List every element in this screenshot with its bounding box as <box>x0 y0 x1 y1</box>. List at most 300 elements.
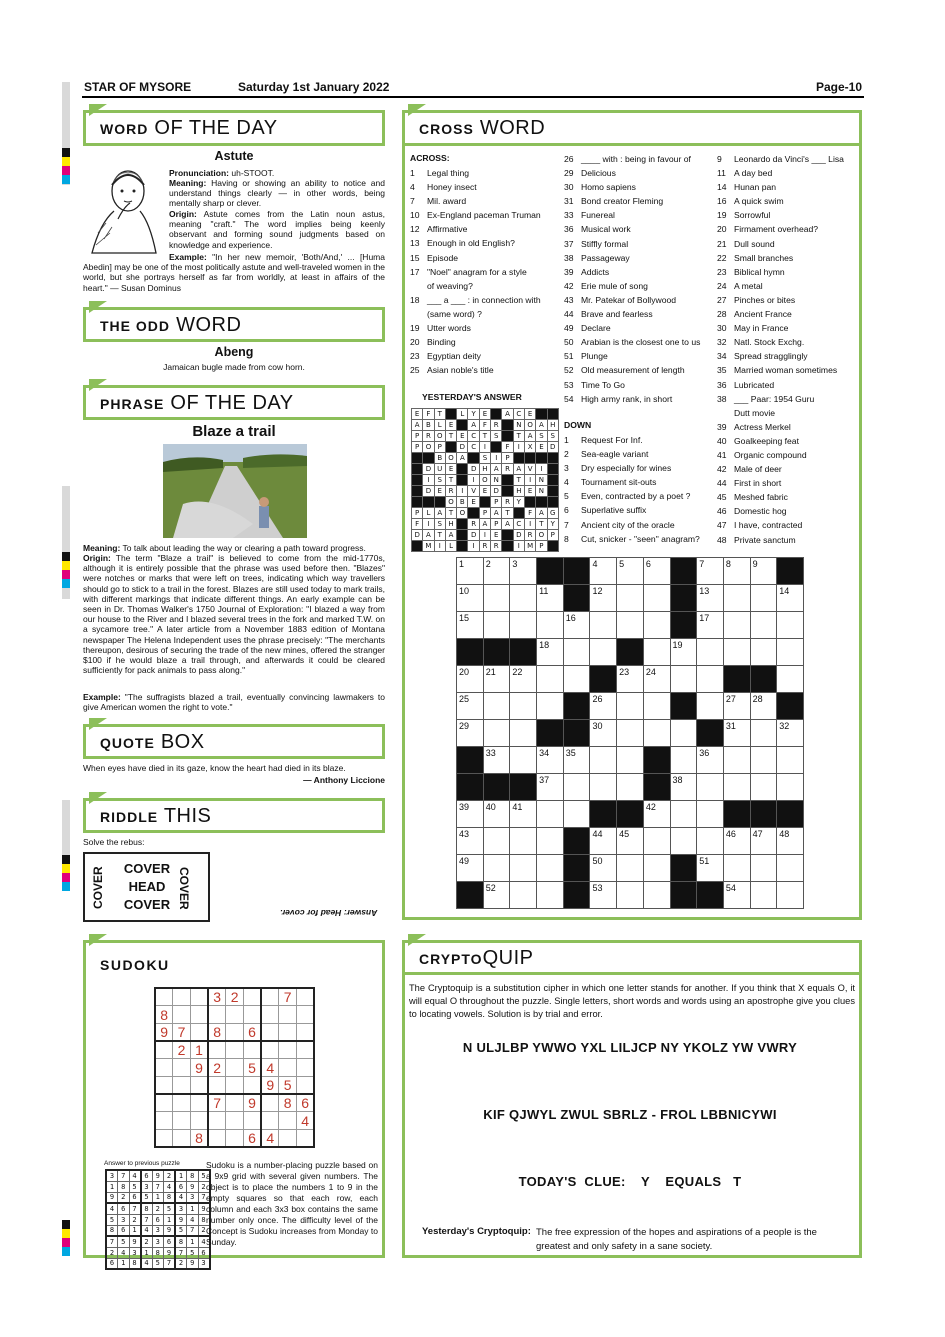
sudoku-cell[interactable] <box>261 1006 279 1024</box>
grid-cell[interactable] <box>537 801 564 828</box>
sudoku-cell[interactable] <box>297 1076 315 1094</box>
grid-cell[interactable] <box>617 585 644 612</box>
sudoku-cell[interactable] <box>297 1006 315 1024</box>
grid-cell[interactable]: 25 <box>457 693 484 720</box>
grid-cell[interactable] <box>510 747 537 774</box>
sudoku-cell[interactable]: 8 <box>208 1023 226 1041</box>
grid-cell[interactable] <box>483 693 510 720</box>
sudoku-cell[interactable] <box>261 1041 279 1059</box>
sudoku-cell[interactable] <box>155 1094 173 1112</box>
grid-cell[interactable]: 4 <box>590 558 617 585</box>
grid-cell[interactable]: 27 <box>723 693 750 720</box>
grid-cell[interactable] <box>723 747 750 774</box>
grid-cell[interactable] <box>510 585 537 612</box>
sudoku-cell[interactable] <box>297 1041 315 1059</box>
clue <box>564 447 714 461</box>
sudoku-cell[interactable] <box>243 1112 261 1130</box>
clue-number: 43 <box>564 294 574 305</box>
sudoku-cell[interactable] <box>173 1112 191 1130</box>
sudoku-cell[interactable]: 6 <box>243 1130 261 1148</box>
grid-cell[interactable] <box>777 774 804 801</box>
sudoku-cell[interactable]: 4 <box>261 1130 279 1148</box>
grid-cell[interactable] <box>563 639 590 666</box>
grid-cell[interactable] <box>510 855 537 882</box>
clue <box>717 406 857 420</box>
grid-cell[interactable]: 24 <box>643 666 670 693</box>
answer-cell: D <box>468 530 479 541</box>
clue-text: of weaving? <box>427 280 473 291</box>
sudoku-cell[interactable]: 7 <box>208 1094 226 1112</box>
grid-cell[interactable] <box>723 774 750 801</box>
grid-cell[interactable] <box>537 882 564 909</box>
grid-cell[interactable] <box>777 747 804 774</box>
answer-cell: D <box>513 530 524 541</box>
sudoku-cell[interactable] <box>190 988 208 1006</box>
grid-cell[interactable]: 19 <box>670 639 697 666</box>
grid-cell[interactable] <box>750 612 777 639</box>
sudoku-cell[interactable]: 2 <box>208 1059 226 1077</box>
grid-cell[interactable]: 46 <box>723 828 750 855</box>
grid-cell[interactable] <box>537 666 564 693</box>
quote-header: QUOTE BOX <box>83 724 385 759</box>
clue-number: 26 <box>564 154 574 164</box>
sudoku-cell[interactable]: 9 <box>261 1076 279 1094</box>
answer-cell: 4 <box>198 1236 210 1247</box>
grid-cell[interactable]: 48 <box>777 828 804 855</box>
crossword-grid[interactable] <box>456 557 804 909</box>
answer-cell: N <box>513 420 524 431</box>
grid-cell[interactable] <box>643 855 670 882</box>
grid-cell[interactable] <box>643 720 670 747</box>
grid-cell[interactable]: 50 <box>590 855 617 882</box>
grid-cell[interactable]: 44 <box>590 828 617 855</box>
grid-cell[interactable] <box>617 612 644 639</box>
grid-cell[interactable] <box>670 828 697 855</box>
grid-cell[interactable] <box>483 720 510 747</box>
grid-cell[interactable] <box>670 666 697 693</box>
down-clues-col2 <box>717 152 857 547</box>
grid-cell[interactable]: 30 <box>590 720 617 747</box>
clue-text: Mr. Patekar of Bollywood <box>581 294 677 305</box>
grid-cell[interactable] <box>590 612 617 639</box>
answer-cell: P <box>412 431 423 442</box>
clue-text: Private sanctum <box>734 534 796 545</box>
grid-cell[interactable]: 38 <box>670 774 697 801</box>
grid-cell[interactable] <box>750 585 777 612</box>
clue-text: Honey insect <box>427 182 477 193</box>
sudoku-cell[interactable] <box>279 1130 297 1148</box>
clue <box>410 363 560 377</box>
grid-cell[interactable]: 14 <box>777 585 804 612</box>
grid-cell[interactable] <box>697 666 724 693</box>
grid-cell[interactable] <box>777 612 804 639</box>
clue-text: Cut, snicker - "seen" anagram? <box>581 533 700 544</box>
grid-cell[interactable]: 53 <box>590 882 617 909</box>
sudoku-cell[interactable] <box>190 1006 208 1024</box>
sudoku-cell[interactable] <box>226 1041 244 1059</box>
clue <box>564 265 714 279</box>
grid-cell[interactable] <box>643 639 670 666</box>
grid-cell[interactable] <box>590 747 617 774</box>
answer-cell: P <box>547 530 558 541</box>
clue-number: 39 <box>717 421 727 432</box>
clue <box>564 152 714 166</box>
grid-cell[interactable]: 47 <box>750 828 777 855</box>
clue-text: Musical work <box>581 224 631 235</box>
answer-cell: T <box>502 508 513 519</box>
grid-cell[interactable]: 39 <box>457 801 484 828</box>
answer-cell: E <box>479 486 490 497</box>
answer-cell: 2 <box>164 1170 176 1181</box>
grid-cell[interactable] <box>590 774 617 801</box>
grid-cell[interactable] <box>510 720 537 747</box>
sudoku-cell[interactable] <box>155 1076 173 1094</box>
sudoku-cell[interactable] <box>155 988 173 1006</box>
grid-cell[interactable]: 40 <box>483 801 510 828</box>
sudoku-cell[interactable] <box>173 1076 191 1094</box>
sudoku-cell[interactable] <box>173 1094 191 1112</box>
clue-number: 38 <box>564 252 574 263</box>
answer-cell: R <box>423 431 434 442</box>
phrase-header: PHRASE OF THE DAY <box>83 385 385 420</box>
sudoku-cell[interactable] <box>155 1130 173 1148</box>
grid-cell[interactable] <box>537 612 564 639</box>
grid-cell[interactable] <box>750 882 777 909</box>
cryptoquip-panel: CRYPTOQUIP <box>402 940 862 1258</box>
grid-cell[interactable] <box>670 801 697 828</box>
clue <box>564 180 714 194</box>
sudoku-cell[interactable] <box>173 1006 191 1024</box>
word-pronunciation: Pronunciation: uh-STOOT. <box>169 168 275 178</box>
grid-cell[interactable] <box>777 639 804 666</box>
sudoku-cell[interactable] <box>297 1059 315 1077</box>
grid-cell[interactable] <box>537 693 564 720</box>
grid-cell[interactable]: 36 <box>697 747 724 774</box>
clue <box>410 321 560 335</box>
grid-cell[interactable]: 10 <box>457 585 484 612</box>
clue-number: 47 <box>717 520 727 531</box>
grid-cell[interactable]: 15 <box>457 612 484 639</box>
grid-cell[interactable]: 33 <box>483 747 510 774</box>
grid-cell[interactable] <box>670 720 697 747</box>
sudoku-grid[interactable] <box>154 987 315 1148</box>
sudoku-cell[interactable]: 7 <box>279 988 297 1006</box>
grid-cell[interactable] <box>617 720 644 747</box>
grid-cell[interactable]: 29 <box>457 720 484 747</box>
grid-cell[interactable] <box>537 855 564 882</box>
clue-text: Sea-eagle variant <box>581 449 649 460</box>
sudoku-cell[interactable] <box>190 1076 208 1094</box>
sudoku-cell[interactable]: 5 <box>243 1059 261 1077</box>
grid-cell[interactable] <box>750 639 777 666</box>
grid-cell[interactable]: 26 <box>590 693 617 720</box>
answer-cell: R <box>479 541 490 552</box>
grid-cell[interactable] <box>723 585 750 612</box>
sudoku-cell[interactable] <box>226 1112 244 1130</box>
grid-cell[interactable]: 12 <box>590 585 617 612</box>
sudoku-cell[interactable] <box>226 1023 244 1041</box>
grid-cell[interactable]: 35 <box>563 747 590 774</box>
black-square <box>547 486 558 497</box>
grid-cell[interactable] <box>563 801 590 828</box>
answer-cell: E <box>468 497 479 508</box>
clue-text: ___ a ___ : in connection with <box>427 294 541 305</box>
grid-cell[interactable]: 17 <box>697 612 724 639</box>
sudoku-cell[interactable] <box>208 1041 226 1059</box>
grid-cell[interactable]: 8 <box>723 558 750 585</box>
grid-cell[interactable] <box>510 828 537 855</box>
grid-cell[interactable] <box>670 747 697 774</box>
sudoku-cell[interactable] <box>261 1094 279 1112</box>
clue-text: Goalkeeping feat <box>734 435 799 446</box>
grid-cell[interactable] <box>643 612 670 639</box>
answer-cell: S <box>434 475 445 486</box>
clue-number: 29 <box>564 168 574 179</box>
grid-cell[interactable] <box>750 720 777 747</box>
sudoku-cell[interactable] <box>243 1006 261 1024</box>
answer-cell: N <box>536 475 547 486</box>
sudoku-cell[interactable] <box>226 1006 244 1024</box>
sudoku-cell[interactable]: 9 <box>243 1094 261 1112</box>
clue-text: Funereal <box>581 210 615 221</box>
sudoku-cell[interactable] <box>297 1130 315 1148</box>
sudoku-cell[interactable]: 5 <box>279 1076 297 1094</box>
answer-cell: 2 <box>198 1225 210 1236</box>
clue <box>717 194 857 208</box>
sudoku-cell[interactable] <box>243 988 261 1006</box>
answer-cell: V <box>524 464 535 475</box>
sudoku-cell[interactable] <box>279 1023 297 1041</box>
grid-cell[interactable] <box>777 855 804 882</box>
answer-cell: 5 <box>175 1225 187 1236</box>
grid-cell[interactable] <box>723 855 750 882</box>
clue <box>717 504 857 518</box>
clue-number: 5 <box>564 491 569 502</box>
grid-cell[interactable]: 32 <box>777 720 804 747</box>
black-square <box>513 508 524 519</box>
black-square <box>457 530 468 541</box>
black-square <box>457 882 484 909</box>
sudoku-cell[interactable]: 8 <box>190 1130 208 1148</box>
sudoku-cell[interactable] <box>208 1112 226 1130</box>
answer-cell: L <box>434 420 445 431</box>
answer-cell: A <box>536 420 547 431</box>
grid-cell[interactable]: 20 <box>457 666 484 693</box>
page-number: Page-10 <box>815 80 862 94</box>
grid-cell[interactable]: 22 <box>510 666 537 693</box>
black-square <box>502 475 513 486</box>
sudoku-cell[interactable]: 2 <box>173 1041 191 1059</box>
sudoku-cell[interactable] <box>226 1076 244 1094</box>
grid-cell[interactable] <box>563 774 590 801</box>
grid-cell[interactable]: 11 <box>537 585 564 612</box>
grid-cell[interactable]: 45 <box>617 828 644 855</box>
grid-cell[interactable]: 6 <box>643 558 670 585</box>
grid-cell[interactable] <box>777 882 804 909</box>
clue <box>717 420 857 434</box>
sudoku-cell[interactable]: 4 <box>297 1112 315 1130</box>
sudoku-cell[interactable]: 1 <box>190 1041 208 1059</box>
grid-cell[interactable] <box>643 693 670 720</box>
rebus-box: COVER COVER HEAD COVER COVER <box>83 852 210 922</box>
sudoku-cell[interactable] <box>226 1059 244 1077</box>
sudoku-cell[interactable]: 7 <box>173 1023 191 1041</box>
grid-cell[interactable] <box>617 855 644 882</box>
grid-cell[interactable]: 41 <box>510 801 537 828</box>
grid-cell[interactable]: 3 <box>510 558 537 585</box>
grid-cell[interactable]: 34 <box>537 747 564 774</box>
grid-cell[interactable] <box>483 585 510 612</box>
page-header <box>82 78 864 98</box>
grid-cell[interactable]: 42 <box>643 801 670 828</box>
grid-cell[interactable] <box>777 666 804 693</box>
clue-number: 4 <box>410 182 415 193</box>
black-square <box>457 420 468 431</box>
clue-number: 44 <box>717 478 727 489</box>
grid-cell[interactable]: 51 <box>697 855 724 882</box>
sudoku-cell[interactable]: 9 <box>190 1059 208 1077</box>
grid-cell[interactable] <box>537 828 564 855</box>
grid-cell[interactable]: 28 <box>750 693 777 720</box>
sudoku-cell[interactable]: 6 <box>297 1094 315 1112</box>
sudoku-cell[interactable]: 8 <box>279 1094 297 1112</box>
phrase-title: Blaze a trail <box>192 423 276 440</box>
grid-cell[interactable] <box>750 774 777 801</box>
sudoku-cell[interactable] <box>173 1059 191 1077</box>
grid-cell[interactable] <box>723 639 750 666</box>
sudoku-cell[interactable] <box>190 1112 208 1130</box>
sudoku-cell[interactable]: 3 <box>208 988 226 1006</box>
grid-cell[interactable]: 7 <box>697 558 724 585</box>
grid-cell[interactable] <box>483 612 510 639</box>
grid-cell[interactable]: 2 <box>483 558 510 585</box>
clue-text: Superlative suffix <box>581 505 647 516</box>
clue-number: 25 <box>410 365 420 376</box>
grid-cell[interactable]: 43 <box>457 828 484 855</box>
grid-cell[interactable]: 21 <box>483 666 510 693</box>
grid-cell[interactable]: 9 <box>750 558 777 585</box>
grid-cell[interactable]: 1 <box>457 558 484 585</box>
answer-cell: Y <box>468 409 479 420</box>
sudoku-cell[interactable] <box>279 1041 297 1059</box>
sudoku-cell[interactable] <box>279 1112 297 1130</box>
grid-cell[interactable] <box>563 666 590 693</box>
grid-cell[interactable] <box>510 693 537 720</box>
sudoku-cell[interactable] <box>279 1059 297 1077</box>
grid-cell[interactable] <box>483 828 510 855</box>
grid-cell[interactable] <box>643 882 670 909</box>
grid-cell[interactable] <box>643 585 670 612</box>
grid-cell[interactable]: 16 <box>563 612 590 639</box>
clue-number: 30 <box>564 182 574 193</box>
black-square <box>457 475 468 486</box>
sudoku-cell[interactable] <box>173 1130 191 1148</box>
sudoku-cell[interactable] <box>208 1006 226 1024</box>
grid-cell[interactable] <box>697 801 724 828</box>
black-square <box>434 497 445 508</box>
grid-cell[interactable] <box>617 774 644 801</box>
grid-cell[interactable]: 31 <box>723 720 750 747</box>
sudoku-cell[interactable] <box>155 1041 173 1059</box>
grid-cell[interactable] <box>697 774 724 801</box>
clue <box>717 251 857 265</box>
grid-cell[interactable]: 23 <box>617 666 644 693</box>
sudoku-cell[interactable]: 4 <box>261 1059 279 1077</box>
sudoku-cell[interactable] <box>297 1023 315 1041</box>
yesterday-cryptoquip-label: Yesterday's Cryptoquip: <box>422 1226 531 1237</box>
grid-cell[interactable]: 18 <box>537 639 564 666</box>
answer-cell: E <box>491 530 502 541</box>
sudoku-cell[interactable] <box>261 1023 279 1041</box>
sudoku-cell[interactable] <box>279 1006 297 1024</box>
clue <box>717 180 857 194</box>
sudoku-cell[interactable]: 9 <box>155 1023 173 1041</box>
corner-flag-icon <box>89 934 107 946</box>
grid-cell[interactable] <box>750 855 777 882</box>
sudoku-cell[interactable] <box>208 1130 226 1148</box>
grid-cell[interactable] <box>510 882 537 909</box>
black-square <box>777 693 804 720</box>
sudoku-cell[interactable]: 8 <box>155 1006 173 1024</box>
grid-cell[interactable] <box>723 612 750 639</box>
grid-cell[interactable] <box>590 639 617 666</box>
sudoku-cell[interactable] <box>226 1130 244 1148</box>
grid-cell[interactable] <box>643 828 670 855</box>
sudoku-cell[interactable] <box>226 1094 244 1112</box>
grid-cell[interactable] <box>617 882 644 909</box>
grid-cell[interactable] <box>697 639 724 666</box>
sudoku-cell[interactable] <box>243 1041 261 1059</box>
grid-cell[interactable] <box>697 828 724 855</box>
grid-cell[interactable]: 54 <box>723 882 750 909</box>
grid-cell[interactable]: 37 <box>537 774 564 801</box>
grid-cell[interactable] <box>697 693 724 720</box>
grid-cell[interactable] <box>750 747 777 774</box>
grid-cell[interactable] <box>510 612 537 639</box>
clue-text: Old measurement of length <box>581 365 685 376</box>
answer-cell: P <box>491 519 502 530</box>
sudoku-cell[interactable] <box>243 1076 261 1094</box>
clue <box>564 433 714 447</box>
sudoku-cell[interactable] <box>261 1112 279 1130</box>
answer-cell: I <box>434 541 445 552</box>
sudoku-cell[interactable] <box>261 988 279 1006</box>
sudoku-cell[interactable] <box>173 988 191 1006</box>
black-square <box>536 453 547 464</box>
answer-cell: I <box>524 475 535 486</box>
sudoku-cell[interactable] <box>155 1059 173 1077</box>
answer-cell: 1 <box>164 1214 176 1225</box>
clue-text: Actress Merkel <box>734 421 791 432</box>
grid-cell[interactable] <box>617 747 644 774</box>
grid-cell[interactable]: 49 <box>457 855 484 882</box>
sudoku-cell[interactable]: 6 <box>243 1023 261 1041</box>
answer-cell: F <box>502 442 513 453</box>
sudoku-cell[interactable] <box>190 1023 208 1041</box>
black-square <box>524 453 535 464</box>
clue-number: 37 <box>564 238 574 249</box>
grid-cell[interactable] <box>617 693 644 720</box>
sudoku-cell[interactable] <box>208 1076 226 1094</box>
sudoku-cell[interactable] <box>297 988 315 1006</box>
sudoku-cell[interactable] <box>190 1094 208 1112</box>
sudoku-cell[interactable] <box>155 1112 173 1130</box>
sudoku-cell[interactable]: 2 <box>226 988 244 1006</box>
grid-cell[interactable]: 5 <box>617 558 644 585</box>
grid-cell[interactable]: 13 <box>697 585 724 612</box>
grid-cell[interactable]: 52 <box>483 882 510 909</box>
grid-cell[interactable] <box>483 855 510 882</box>
